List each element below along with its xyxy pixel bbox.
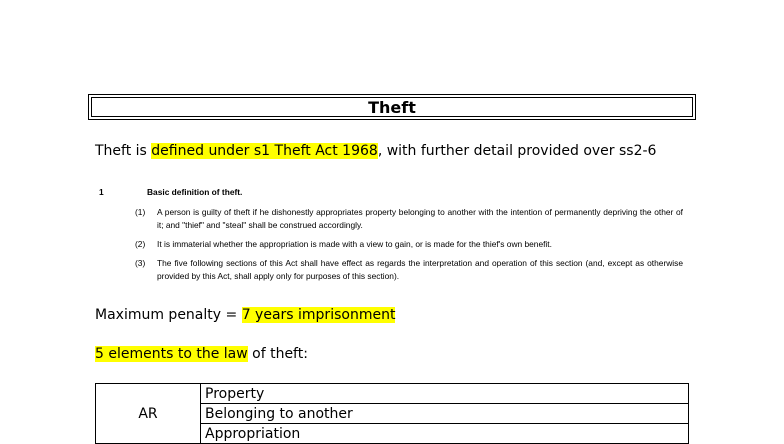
statute-subsection-text: A person is guilty of theft if he dishonestly appropriates property belonging to another with the intention of permanently depriving the other of it; and "thief" and "steal" shall be construed accordingly.: [157, 207, 683, 231]
table-cell: Property: [201, 384, 689, 404]
statute-subsection-3: [99, 257, 683, 283]
intro-suffix: , with further detail provided over ss2-6: [377, 143, 657, 159]
statute-heading: [99, 186, 683, 199]
statute-subsection-text: The five following sections of this Act shall have effect as regards the interpretation and operation of this section (and, except as otherwise provided by this Act, shall apply only for purposes of this section).: [157, 258, 683, 282]
statute-subsection-text: It is immaterial whether the appropriation is made with a view to gain, or is made for the thief's own benefit.: [157, 239, 552, 250]
statute-subsection-1: [99, 206, 683, 232]
statute-subsection-number: (1): [135, 207, 146, 218]
title-box: [88, 94, 696, 120]
group-cell-ar: AR: [96, 384, 201, 444]
statute-section-heading: Basic definition of theft.: [147, 187, 243, 197]
elements-intro-paragraph: [95, 346, 308, 362]
elements-intro-suffix: of theft:: [247, 346, 308, 362]
statute-subsection-number: (3): [135, 258, 146, 269]
statute-excerpt: [99, 186, 683, 289]
elements-table: [95, 383, 689, 444]
statute-subsection-2: [99, 238, 683, 251]
table-row: [96, 384, 689, 404]
elements-intro-highlight: 5 elements to the law: [95, 346, 248, 362]
statute-subsection-number: (2): [135, 239, 146, 250]
penalty-prefix: Maximum penalty =: [95, 307, 242, 323]
intro-prefix: Theft is: [95, 143, 152, 159]
table-cell: Appropriation: [201, 424, 689, 444]
intro-paragraph: [95, 143, 656, 159]
page-title: Theft: [91, 97, 693, 117]
penalty-highlight: 7 years imprisonment: [241, 307, 396, 323]
intro-highlight: defined under s1 Theft Act 1968: [151, 143, 378, 159]
statute-section-number: 1: [99, 187, 104, 197]
penalty-paragraph: [95, 307, 395, 323]
table-cell: Belonging to another: [201, 404, 689, 424]
